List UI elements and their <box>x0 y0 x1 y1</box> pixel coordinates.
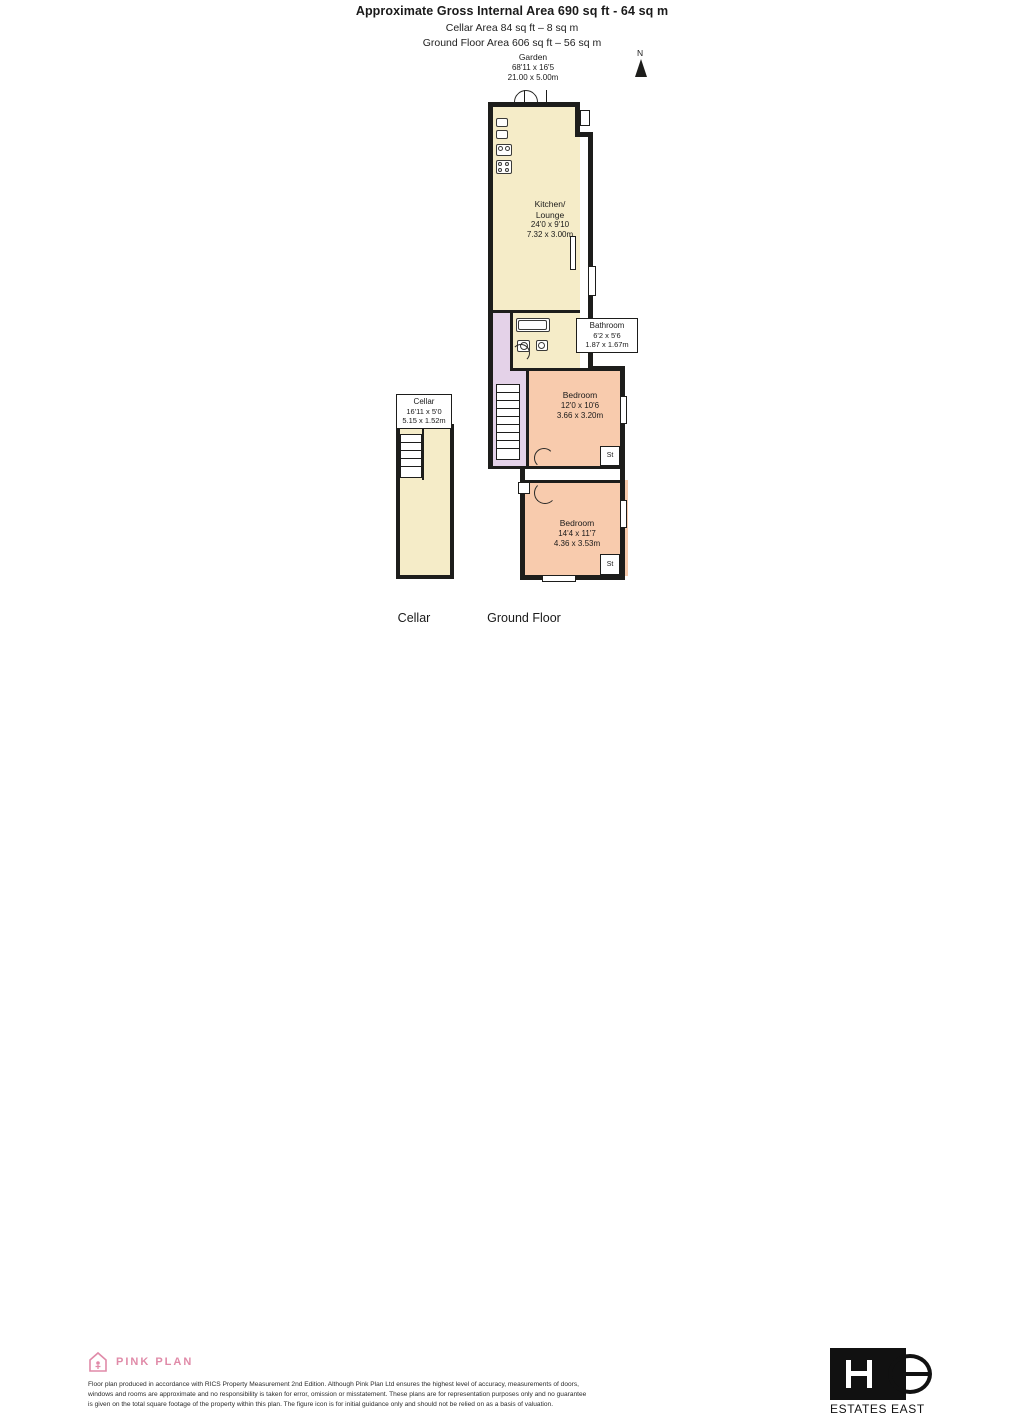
ground-floor-area-text: Ground Floor Area 606 sq ft – 56 sq m <box>422 37 602 49</box>
wall-bath-bottom <box>510 368 590 371</box>
wall-kitchen-hall <box>488 310 580 313</box>
hob-ring-3-icon <box>498 168 502 172</box>
cellar-stair-wall <box>422 428 424 480</box>
garden-metric: 21.00 x 5.00m <box>507 72 559 82</box>
estates-east-logo <box>830 1348 936 1418</box>
kitchen-name-line1: Kitchen/ <box>534 199 566 209</box>
cellar-imperial: 16'11 x 5'0 <box>406 407 442 416</box>
bedroom2-metric: 4.36 x 3.53m <box>553 538 601 548</box>
stair-step-3 <box>496 408 520 409</box>
kitchen-imperial: 24'0 x 9'10 <box>530 220 570 230</box>
cellar-label-box <box>396 394 452 429</box>
compass-north-label: N <box>637 48 644 58</box>
bedroom1-metric: 3.66 x 3.20m <box>556 410 604 420</box>
wall-jog-bed1 <box>588 366 625 371</box>
stair-step-2 <box>496 400 520 401</box>
cellar-wall-bottom <box>396 575 454 579</box>
stair-step-7 <box>496 440 520 441</box>
cellar-wall-right <box>450 424 454 579</box>
cellar-metric: 5.15 x 1.52m <box>402 416 446 426</box>
kitchen-metric: 7.32 x 3.00m <box>526 230 574 240</box>
bedroom2-name: Bedroom <box>559 518 595 528</box>
cellar-plan <box>396 424 456 584</box>
stair-step-1 <box>496 392 520 393</box>
compass-needle-icon <box>635 59 647 77</box>
hob-ring-1-icon <box>498 162 502 166</box>
wall-left-upper <box>488 102 493 314</box>
door-bed2-arc-icon <box>534 482 556 504</box>
storage-2 <box>600 554 620 575</box>
front-door <box>518 482 530 494</box>
bathroom-label-box <box>576 318 638 353</box>
wall-hall-bottom <box>488 466 528 469</box>
wall-bed2-top <box>520 480 625 483</box>
cellar-name: Cellar <box>413 397 435 406</box>
basin-bowl-icon <box>538 342 545 349</box>
window-rear-box <box>580 110 590 126</box>
wall-left-hall <box>488 314 493 468</box>
window-kitchen-side <box>570 236 576 270</box>
cellar-stair-3 <box>400 458 422 459</box>
window-kitchen-right <box>588 266 596 296</box>
estates-east-label: ESTATES EAST <box>830 1402 925 1416</box>
bedroom1-imperial: 12'0 x 10'6 <box>560 400 600 410</box>
estates-east-mark-bar-right <box>867 1360 872 1388</box>
cellar-stair-4 <box>400 466 422 467</box>
disclaimer-text: Floor plan produced in accordance with RICS Property Measurement 2nd Edition. Although Pink Plan Ltd ensures the highest level of accuracy, measurements of doors, windows and rooms are approximate and no responsibility is taken for error, omission or misstatement. These plans are for representation purposes only and no guarantee is given on the total square footage of the property within this plan. The figure icon is for initial guidance only and should not be relied on as a basis of valuation. <box>88 1381 587 1409</box>
bathroom-metric: 1.87 x 1.67m <box>585 340 629 350</box>
cellar-stair-2 <box>400 450 422 451</box>
footer <box>0 658 1024 1416</box>
garden-door-edge-b <box>546 90 547 104</box>
kitchen-unit-1-icon <box>496 118 508 127</box>
stair-step-6 <box>496 432 520 433</box>
pink-plan-branding <box>88 1351 193 1373</box>
storage-1 <box>600 446 620 466</box>
bedroom2-label <box>522 518 632 549</box>
page-title: Approximate Gross Internal Area 690 sq ft - 64 sq m <box>355 4 669 18</box>
bathroom-imperial: 6'2 x 5'6 <box>593 331 621 340</box>
stair-step-8 <box>496 448 520 449</box>
hob-ring-2-icon <box>505 162 509 166</box>
door-bath-arc-icon <box>512 344 530 362</box>
kitchen-sink-bowl2-icon <box>505 146 510 151</box>
cellar-area-text: Cellar Area 84 sq ft – 8 sq m <box>445 22 579 34</box>
cellar-staircase <box>400 434 422 478</box>
garden-label <box>468 52 598 83</box>
header <box>0 0 1024 49</box>
bathroom-name: Bathroom <box>589 321 625 330</box>
pink-plan-label: PINK PLAN <box>116 1356 194 1368</box>
bedroom1-name: Bedroom <box>562 390 598 400</box>
wall-bath-left <box>510 312 513 370</box>
garden-name: Garden <box>518 52 548 62</box>
bath-tub-inner-icon <box>518 320 547 330</box>
hob-ring-4-icon <box>505 168 509 172</box>
cellar-caption: Cellar <box>397 611 431 625</box>
compass-icon <box>633 48 653 88</box>
kitchen-lounge-label <box>495 199 605 240</box>
window-bay-front <box>542 575 576 582</box>
bedroom1-label <box>525 390 635 421</box>
pink-plan-house-icon <box>88 1351 108 1373</box>
kitchen-name-line2: Lounge <box>535 209 565 220</box>
storage-1-label: St <box>606 452 614 459</box>
garden-imperial: 68'11 x 16'5 <box>511 62 555 72</box>
estates-east-e-bar-icon <box>892 1372 930 1376</box>
stair-step-4 <box>496 416 520 417</box>
kitchen-unit-2-icon <box>496 130 508 139</box>
bedroom2-imperial: 14'4 x 11'7 <box>558 528 596 538</box>
cellar-stair-1 <box>400 442 422 443</box>
ground-floor-caption: Ground Floor <box>487 611 561 625</box>
kitchen-sink-bowl-icon <box>498 146 503 151</box>
storage-2-label: St <box>606 561 614 568</box>
door-bed1-arc-icon <box>534 448 554 468</box>
stair-step-5 <box>496 424 520 425</box>
